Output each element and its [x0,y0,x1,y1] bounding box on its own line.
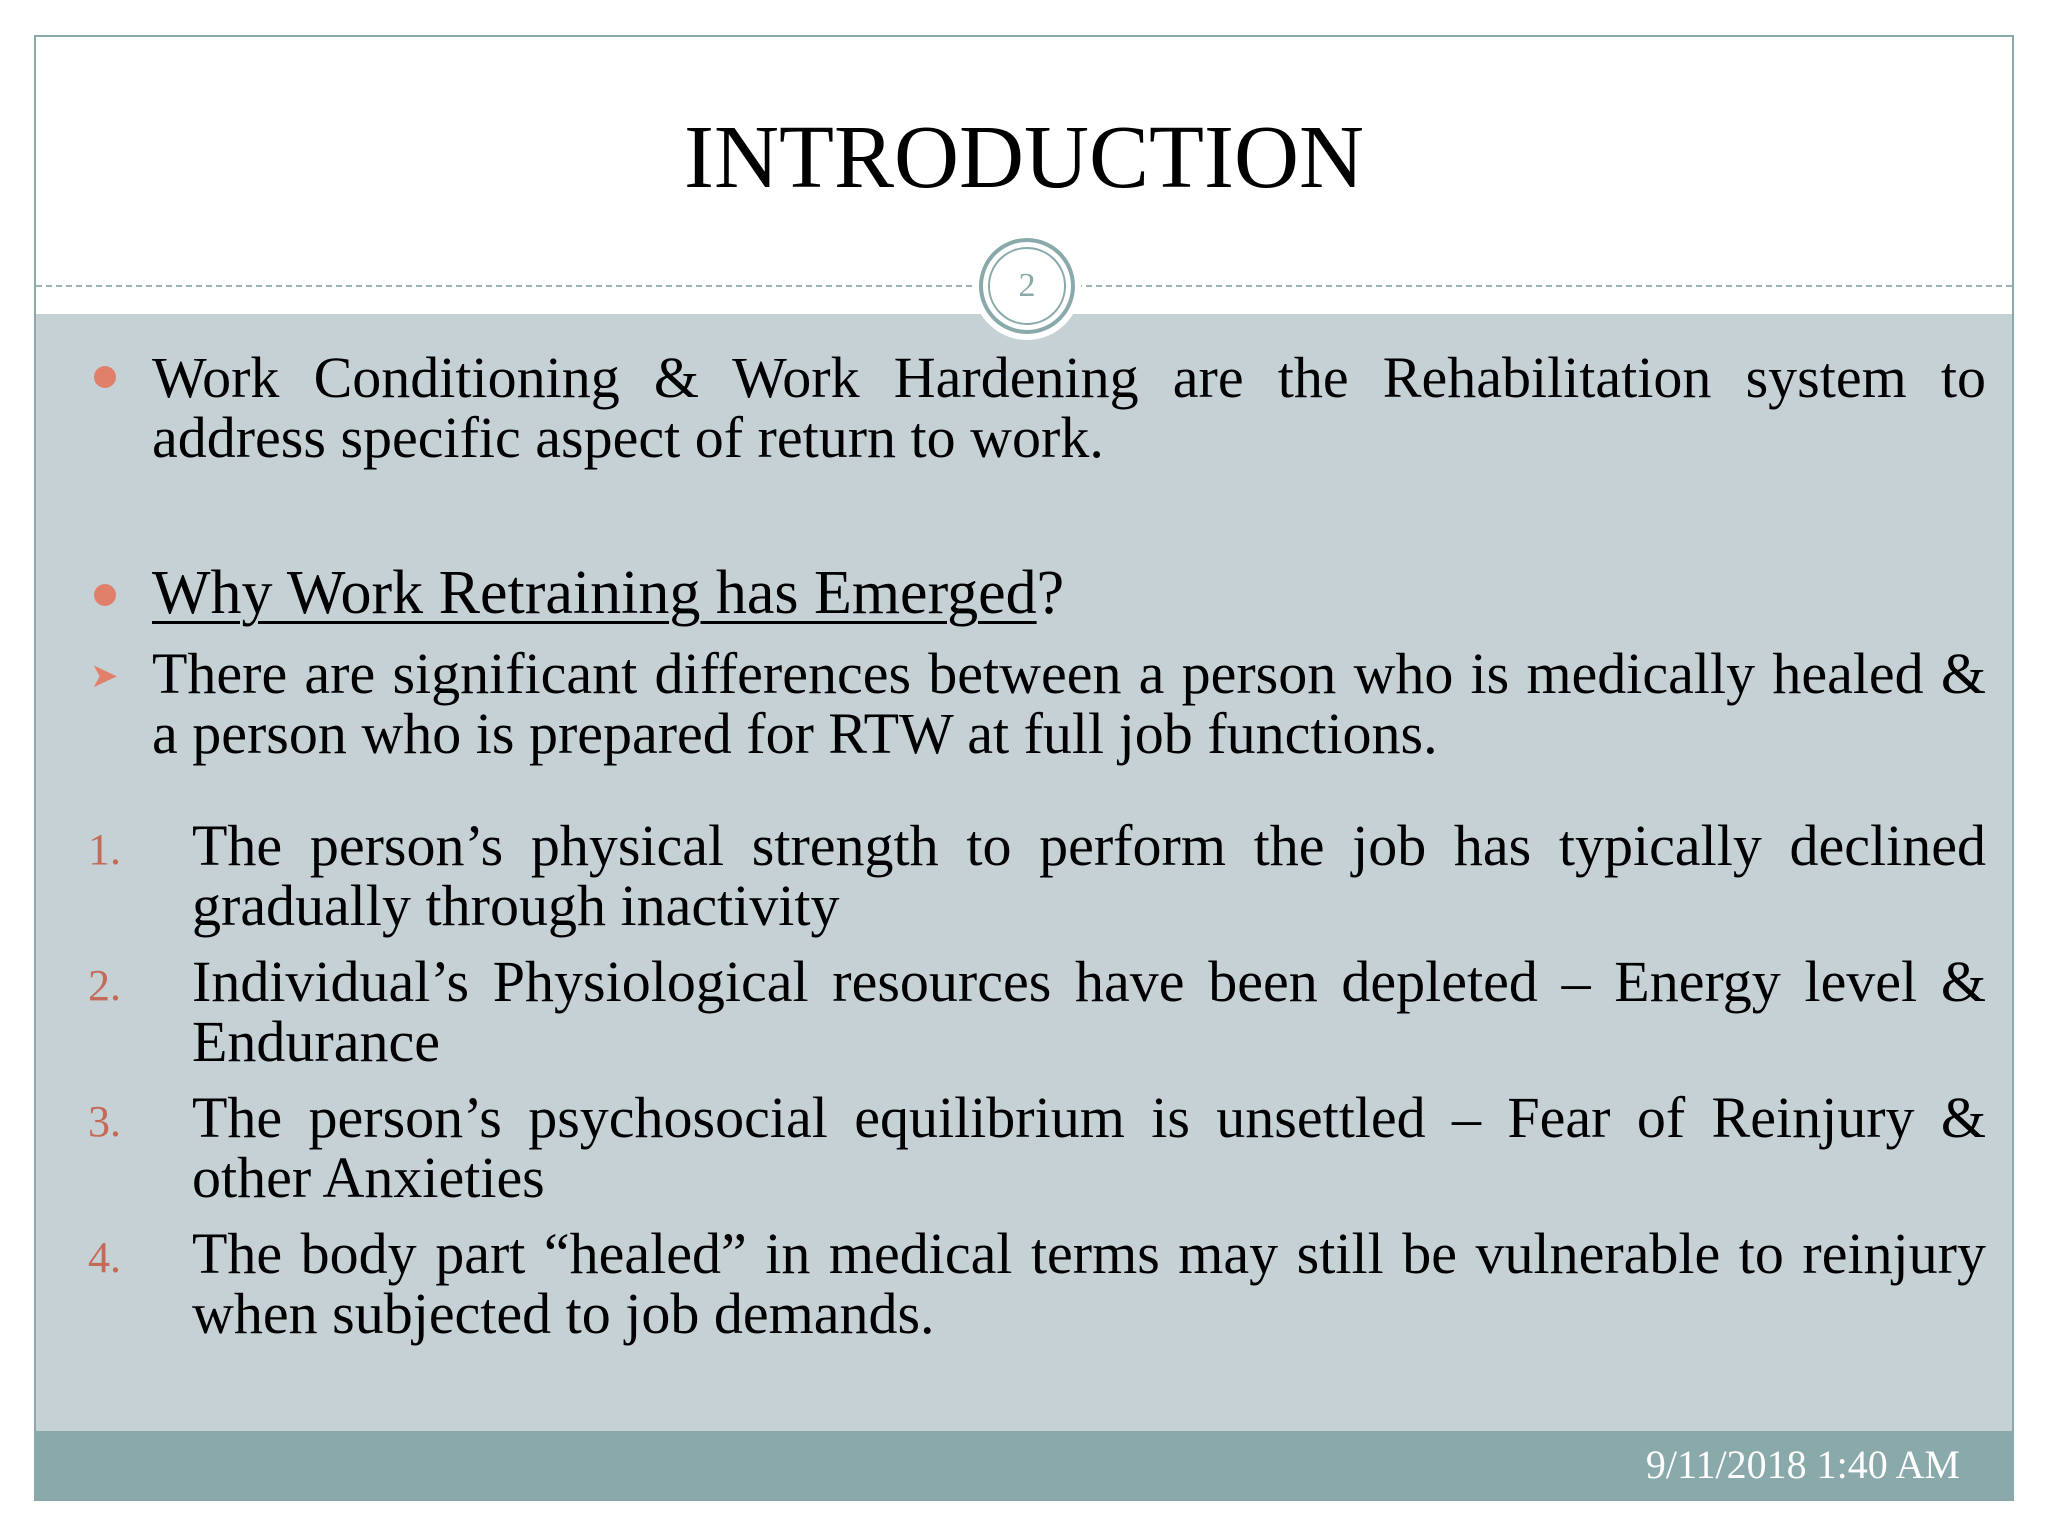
numbered-item: The person’s psychosocial equilibrium is unsettled – Fear of Reinjury & other Anxieties [192,1085,1986,1210]
arrow-bullet-icon: ➤ [90,656,119,696]
numbered-item: Individual’s Physiological resources have been depleted – Energy level & Endurance [192,949,1986,1074]
section-heading-text: Why Work Retraining has Emerged [152,559,1037,627]
page-number: 2 [1018,267,1036,304]
page-number-badge [973,232,1081,340]
arrow-item: There are significant differences between a person who is medically healed & a person who is prepared for RTW at full job functions. [152,641,1986,766]
bullet-item: Work Conditioning & Work Hardening are the Rehabilitation system to address specific aspect of return to work. [152,345,1986,470]
slide-title: INTRODUCTION [684,108,1364,207]
bullet-dot-icon [94,584,116,606]
list-number: 2. [88,961,121,1010]
list-number: 3. [88,1097,121,1146]
section-heading [152,561,1986,625]
list-number: 1. [88,825,121,874]
footer-date: 9/11/2018 1:40 AM [1645,1442,1960,1487]
numbered-item: The body part “healed” in medical terms may still be vulnerable to reinjury when subjected to job demands. [192,1221,1986,1346]
list-number: 4. [88,1233,121,1282]
numbered-item: The person’s physical strength to perform the job has typically declined gradually through inactivity [192,813,1986,938]
slide [34,35,2014,1501]
section-heading-suffix: ? [1036,559,1065,627]
bullet-dot-icon [94,366,116,388]
content-panel [36,314,2012,1431]
footer-bar [36,1431,2012,1501]
